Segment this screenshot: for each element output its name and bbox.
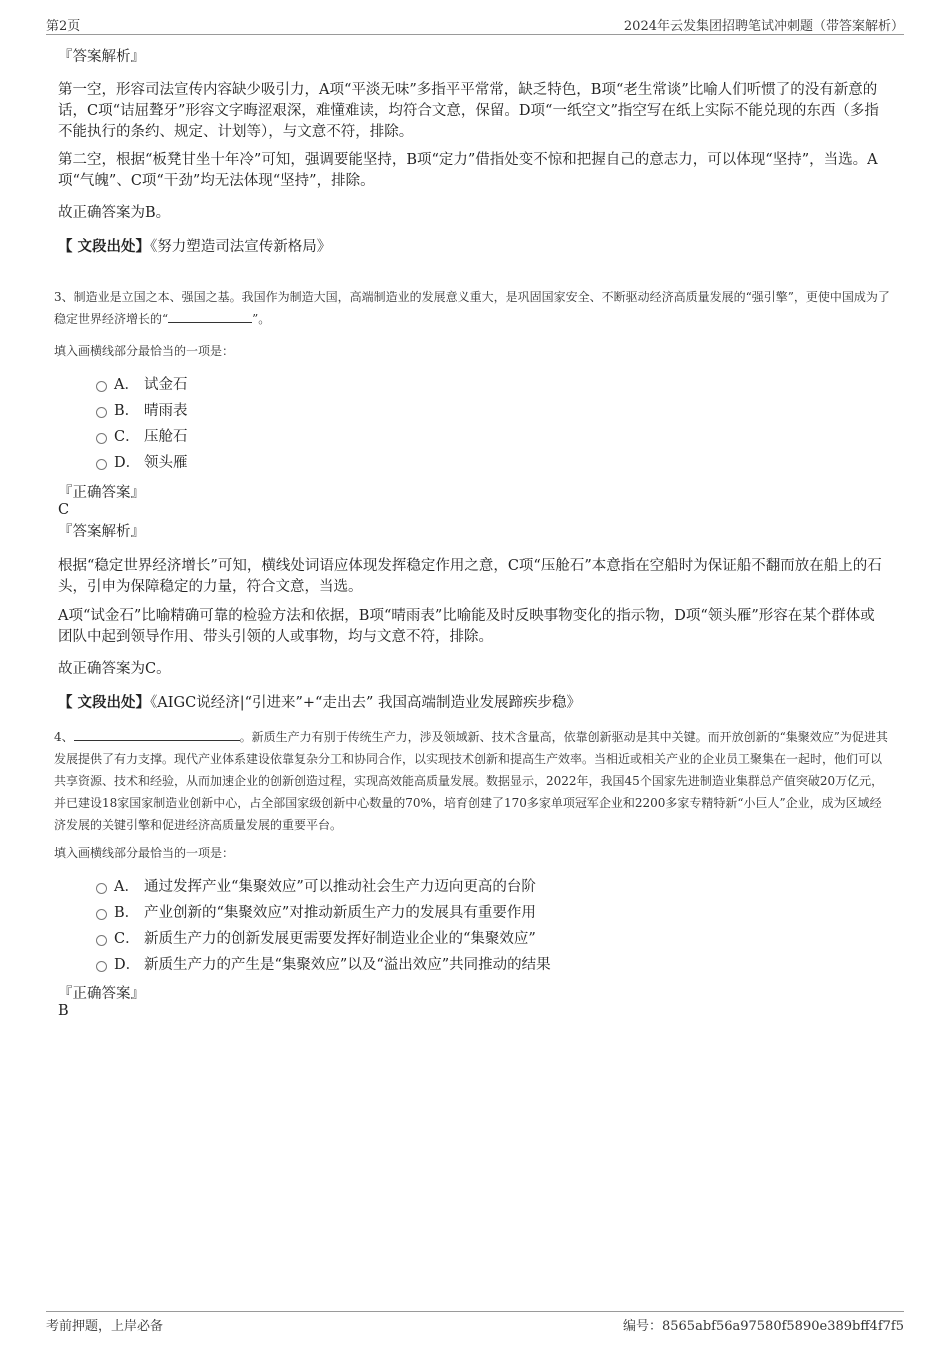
q3-analysis-para1: 根据“稳定世界经济增长”可知，横线处词语应体现发挥稳定作用之意，C项“压舱石”本意指在空船时为保证船不翻而放在船上的石头，引申为保障稳定的力量，符合文意，当选。 [58, 558, 882, 595]
q3-stem [54, 286, 890, 330]
q4-number: 4、 [54, 730, 74, 744]
q4-answer: B [58, 1003, 69, 1019]
radio-icon[interactable] [96, 909, 107, 920]
q3-stem-part1: 3、制造业是立国之本、强国之基。我国作为制造大国，高端制造业的发展意义重大，是巩固国家安全、不断驱动经济高质量发展的“强引擎”，更使中国成为了稳定世界经济增长的“ [54, 290, 890, 326]
q3-answer-heading: 『正确答案』 [58, 485, 145, 501]
q2-analysis-para2: 第二空，根据“板凳甘坐十年冷”可知，强调要能坚持，B项“定力”借指处变不惊和把握自己的意志力，可以体现“坚持”，当选。A项“气魄”、C项“干劲”均无法体现“坚持”，排除。 [58, 152, 878, 189]
radio-icon[interactable] [96, 381, 107, 392]
page-number: 第2页 [46, 19, 81, 34]
q3-source-label: 【 文段出处】 [58, 694, 151, 711]
q3-analysis-para2: A项“试金石”比喻精确可靠的检验方法和依据，B项“晴雨表”比喻能及时反映事物变化的指示物，D项“领头雁”形容在某个群体或团队中起到领导作用、带头引领的人或事物，均与文意不符，排除。 [58, 608, 875, 645]
document-title: 2024年云发集团招聘笔试冲刺题（带答案解析） [623, 19, 904, 34]
q3-option-c[interactable]: C． 压舱石 [96, 427, 188, 447]
q4-stem [54, 726, 892, 836]
footer-slogan: 考前押题，上岸必备 [46, 1319, 164, 1334]
q4-instruction: 填入画横线部分最恰当的一项是： [54, 846, 235, 860]
q3-source-title: 《AIGC说经济|“引进来”+“走出去” 我国高端制造业发展蹄疾步稳》 [150, 695, 581, 711]
radio-icon[interactable] [96, 883, 107, 894]
q2-analysis-heading: 『答案解析』 [58, 49, 145, 65]
q2-source-label: 【 文段出处】 [58, 238, 151, 255]
q3-option-d[interactable]: D． 领头雁 [96, 453, 188, 473]
q4-answer-heading: 『正确答案』 [58, 986, 145, 1002]
q4-option-c[interactable]: C． 新质生产力的创新发展更需要发挥好制造业企业的“集聚效应” [96, 929, 536, 949]
q2-analysis-para1: 第一空，形容司法宣传内容缺少吸引力，A项“平淡无味”多指平平常常，缺乏特色，B项“老生常谈”比喻人们听惯了的没有新意的话，C项“诘屈聱牙”形容文字晦涩艰深，难懂难读，均符合文意，保留。D项“一纸空文”指空写在纸上实际不能兑现的东西（多指不能执行的条约、规定、计划等），与文意不符，排除。 [58, 82, 879, 140]
q2-source-title: 《努力塑造司法宣传新格局》 [150, 239, 332, 255]
q4-blank [74, 728, 240, 741]
radio-icon[interactable] [96, 935, 107, 946]
page-footer [46, 1311, 904, 1334]
q4-option-d[interactable]: D． 新质生产力的产生是“集聚效应”以及“溢出效应”共同推动的结果 [96, 955, 551, 975]
q4-option-b[interactable]: B． 产业创新的“集聚效应”对推动新质生产力的发展具有重要作用 [96, 903, 536, 923]
q3-blank [168, 310, 252, 323]
q3-option-b[interactable]: B． 晴雨表 [96, 401, 188, 421]
radio-icon[interactable] [96, 407, 107, 418]
q3-source [58, 692, 888, 714]
radio-icon[interactable] [96, 459, 107, 470]
q2-conclusion: 故正确答案为B。 [58, 205, 171, 221]
radio-icon[interactable] [96, 433, 107, 444]
q3-answer: C [58, 502, 70, 518]
q3-conclusion: 故正确答案为C。 [58, 661, 171, 677]
page-header [46, 14, 904, 35]
q4-option-a[interactable]: A． 通过发挥产业“集聚效应”可以推动社会生产力迈向更高的台阶 [96, 877, 536, 897]
q4-stem-text: 。新质生产力有别于传统生产力，涉及领域新、技术含量高，依靠创新驱动是其中关键。而开放创新的“集聚效应”为促进其发展提供了有力支撑。现代产业体系建设依靠复杂分工和协同合作，以实现技术创新和提高生产效率。当相近或相关产业的企业员工聚集在一起时，他们可以共享资源、技术和经验，从而加速企业的创新创造过程，实现高效能高质量发展。数据显示，2022年，我国45个国家先进制造业集群总产值突破20万亿元，并已建设18家国家制造业创新中心，占全部国家级创新中心数量的70%，培育创建了170多家单项冠军企业和2200多家专精特新“小巨人”企业，成为区域经济发展的关键引擎和促进经济高质量发展的重要平台。 [54, 730, 888, 832]
q3-stem-part2: ”。 [252, 312, 271, 326]
q3-option-a[interactable]: A． 试金石 [96, 375, 188, 395]
q3-analysis-heading: 『答案解析』 [58, 524, 145, 540]
q2-source [58, 236, 888, 258]
q3-instruction: 填入画横线部分最恰当的一项是： [54, 344, 235, 358]
document-code: 编号：8565abf56a97580f5890e389bff4f7f5 [622, 1319, 904, 1334]
radio-icon[interactable] [96, 961, 107, 972]
